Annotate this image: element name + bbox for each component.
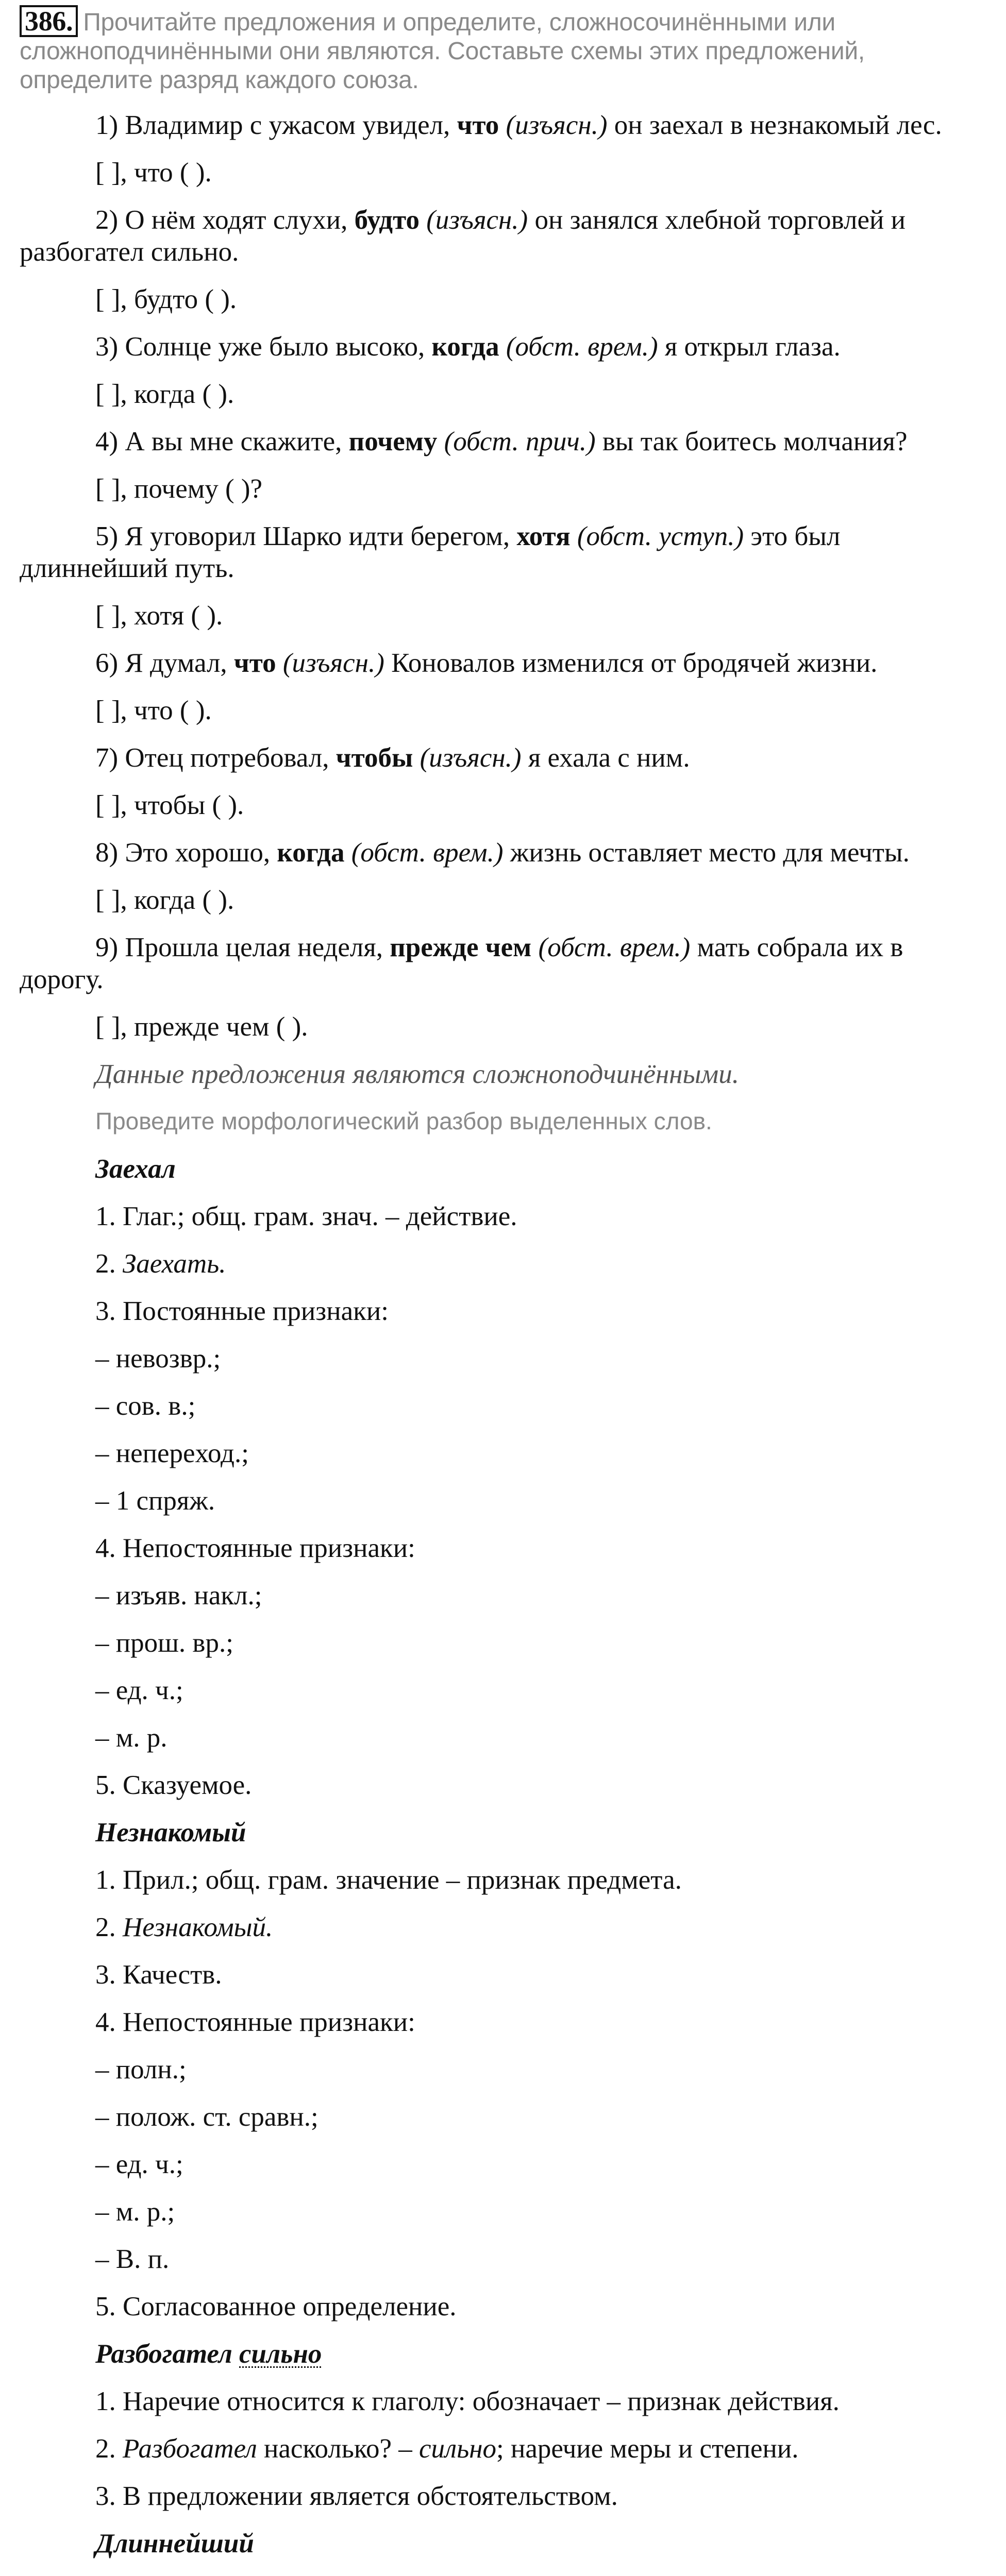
sentence-3-scheme: [ ], когда ( ). [95, 379, 234, 409]
sentence-8 [20, 837, 988, 869]
analysis-title-adverb: сильно [239, 2339, 322, 2369]
analysis-line: – прош. вр.; [95, 1628, 233, 1658]
analysis-line: – м. р. [95, 1723, 167, 1753]
conjunction-type: (обст. врем.) [538, 933, 691, 962]
analysis-line: 5. Сказуемое. [95, 1770, 252, 1800]
sentence-1 [20, 109, 988, 141]
analysis-line: – ед. ч.; [95, 2149, 183, 2179]
analysis-title [20, 2338, 988, 2370]
analysis-line: 5. Согласованное определение. [95, 2292, 457, 2321]
analysis-line-number: 2. [95, 1912, 123, 1942]
analysis-line [20, 1911, 988, 1943]
sentence-8-scheme: [ ], когда ( ). [95, 885, 234, 915]
sentence-text: мать собрала их в дорогу. [20, 933, 903, 994]
conclusion-text: Данные предложения являются сложноподчинёнными. [95, 1059, 739, 1089]
conjunction-type: (изъясн.) [506, 110, 608, 140]
sentence-number: 4) [95, 427, 119, 456]
verb-word: Разбогател [123, 2434, 257, 2464]
task-number: 386. [20, 5, 78, 37]
sentence-9-scheme: [ ], прежде чем ( ). [95, 1012, 308, 1042]
conjunction-type: (обст. уступ.) [577, 521, 744, 551]
task-instruction [20, 5, 988, 95]
sentence-text: это был длиннейший путь. [20, 521, 841, 583]
sentence-text: я открыл глаза. [658, 332, 841, 362]
analysis-title: Незнакомый [95, 1818, 246, 1848]
analysis-line: 3. В предложении является обстоятельством. [95, 2481, 618, 2511]
initial-form: Незнакомый. [123, 1912, 273, 1942]
conjunction: когда [277, 838, 345, 868]
conjunction-type: (обст. прич.) [444, 427, 596, 456]
conjunction: когда [431, 332, 499, 362]
analysis-line: 1. Прил.; общ. грам. значение – признак предмета. [95, 1865, 682, 1895]
sentence-7-scheme: [ ], чтобы ( ). [95, 790, 244, 820]
analysis-dlinneyshy [20, 2528, 988, 2576]
analysis-silno [20, 2338, 988, 2512]
sentence-6-scheme: [ ], что ( ). [95, 696, 212, 725]
analysis-line: 3. Качеств. [95, 1960, 222, 1990]
sentence-7 [20, 742, 988, 774]
sentence-3 [20, 331, 988, 363]
adverb-word: сильно [419, 2434, 497, 2464]
sentence-text: я ехала с ним. [521, 743, 690, 773]
sentence-number: 7) [95, 743, 119, 773]
conjunction: будто [354, 205, 420, 235]
sentence-1-scheme: [ ], что ( ). [95, 158, 212, 188]
sentence-text: Солнце уже было высоко, [125, 332, 432, 362]
task-instruction-morphology: Проведите морфологический разбор выделенных слов. [95, 1108, 712, 1134]
analysis-title: Длиннейший [95, 2529, 254, 2558]
conjunction: прежде чем [390, 933, 532, 962]
sentence-number: 5) [95, 521, 119, 551]
sentence-2-scheme: [ ], будто ( ). [95, 284, 237, 314]
analysis-line: – полн.; [95, 2055, 187, 2084]
adverb-category: ; наречие меры и степени. [496, 2434, 799, 2464]
conjunction: что [457, 110, 499, 140]
sentence-text: вы так боитесь молчания? [595, 427, 908, 456]
sentence-4 [20, 426, 988, 457]
analysis-line: – сов. в.; [95, 1391, 196, 1421]
sentence-4-scheme: [ ], почему ( )? [95, 474, 263, 504]
analysis-line: 3. Постоянные признаки: [95, 1296, 389, 1326]
sentence-9 [20, 931, 988, 995]
analysis-line: – ед. ч.; [95, 1675, 183, 1705]
analysis-line: 4. Непостоянные признаки: [95, 2007, 415, 2037]
conjunction-type: (изъясн.) [282, 648, 384, 678]
sentence-text: Владимир с ужасом увидел, [125, 110, 457, 140]
sentence-text: Прошла целая неделя, [125, 933, 390, 962]
sentence-number: 8) [95, 838, 119, 868]
sentence-number: 2) [95, 205, 119, 235]
sentence-5 [20, 520, 988, 584]
conjunction: хотя [516, 521, 571, 551]
sentence-text: жизнь оставляет место для мечты. [503, 838, 910, 868]
sentence-text: Я уговорил Шарко идти берегом, [125, 521, 517, 551]
conjunction: чтобы [336, 743, 413, 773]
task-text: Прочитайте предложения и определите, сложносочинёнными или сложноподчинёнными они являются. Составьте схемы этих предложений, определите разряд каждого союза. [20, 9, 865, 94]
conjunction-type: (изъясн.) [426, 205, 528, 235]
sentence-2 [20, 204, 988, 268]
conjunction: почему [348, 427, 438, 456]
sentence-number: 3) [95, 332, 119, 362]
analysis-line: – невозвр.; [95, 1344, 221, 1374]
analysis-title: Заехал [95, 1154, 176, 1184]
sentence-6 [20, 647, 988, 679]
analysis-line: 1. Наречие относится к глаголу: обозначает – признак действия. [95, 2386, 840, 2416]
question-text: насколько? – [257, 2434, 419, 2464]
sentence-text: он заехал в незнакомый лес. [607, 110, 942, 140]
sentence-text: Коновалов изменился от бродячей жизни. [384, 648, 878, 678]
analysis-line: – м. р.; [95, 2197, 175, 2227]
conjunction-type: (обст. врем.) [351, 838, 504, 868]
sentence-number: 9) [95, 933, 119, 962]
conjunction-type: (обст. врем.) [506, 332, 658, 362]
analysis-line: – В. п. [95, 2244, 170, 2274]
sentence-number: 1) [95, 110, 119, 140]
sentence-text: Я думал, [125, 648, 234, 678]
sentence-5-scheme: [ ], хотя ( ). [95, 601, 223, 631]
analysis-line: – изъяв. накл.; [95, 1581, 262, 1611]
analysis-line: 4. Непостоянные признаки: [95, 1533, 415, 1563]
sentence-text: он занялся хлебной торговлей и разбогател сильно. [20, 205, 906, 267]
analysis-title-verb: Разбогател [95, 2339, 240, 2369]
analysis-line-number: 2. [95, 2434, 123, 2464]
analysis-line: – полож. ст. сравн.; [95, 2102, 318, 2132]
analysis-line: – неперeход.; [95, 1438, 249, 1468]
sentence-number: 6) [95, 648, 119, 678]
conjunction: что [233, 648, 276, 678]
initial-form: Заехать. [123, 1249, 226, 1279]
sentence-text: Отец потребовал, [125, 743, 336, 773]
analysis-line [20, 2433, 988, 2465]
sentence-text: Это хорошо, [125, 838, 277, 868]
sentence-text: О нём ходят слухи, [125, 205, 355, 235]
conjunction-type: (изъясн.) [420, 743, 522, 773]
analysis-line: – 1 спряж. [95, 1486, 215, 1516]
analysis-line: 1. Глаг.; общ. грам. знач. – действие. [95, 1201, 517, 1231]
analysis-neznakomy [20, 1817, 988, 2323]
analysis-zaekhal [20, 1153, 988, 1801]
analysis-line-number: 2. [95, 1249, 123, 1279]
analysis-line [20, 1248, 988, 1280]
sentence-text: А вы мне скажите, [125, 427, 349, 456]
